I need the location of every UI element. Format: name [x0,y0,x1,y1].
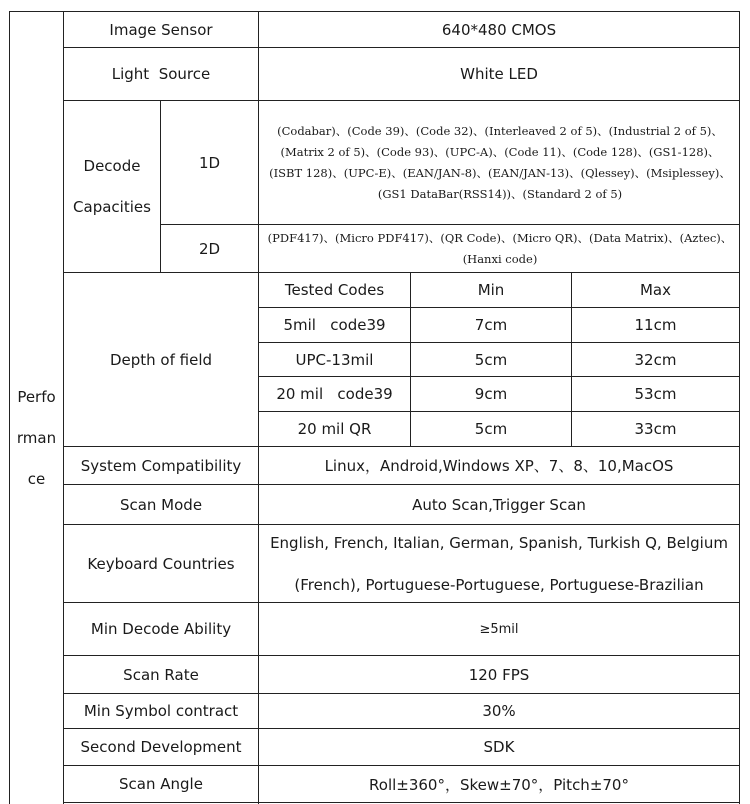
dof-row-1-min: 7cm [474,316,508,334]
depth-of-field-label: Depth of field [109,350,213,369]
min-symbol-contract-label: Min Symbol contract [83,702,239,720]
dof-row-3-max: 53cm [634,385,677,403]
dof-row-1-code: 5mil code39 [283,316,386,334]
keyboard-countries-value: English, French, Italian, German, Spanish, Turkish Q, Belgium (French), Portuguese-Portuguese, Portuguese-Brazilian [270,533,728,594]
dof-row-4-max: 33cm [634,420,677,438]
scan-angle-value: Roll±360°，Skew±70°，Pitch±70° [369,775,629,794]
decode-label [64,101,160,272]
dof-header-tested-codes: Tested Codes [284,281,385,299]
decode-label-line-2: Capacities [73,197,151,216]
decode-1d-label: 1D [198,153,221,172]
dof-row-2-code: UPC-13mil [295,350,374,369]
dof-header-max: Max [639,281,671,299]
dof-row-2-min: 5cm [474,350,508,369]
section-label-line-3: ce [27,469,46,488]
section-label [10,380,63,496]
decode-2d-value: (PDF417)、(Micro PDF417)、(QR Code)、(Micro QR)、(Data Matrix)、(Aztec)、(Hanxi code) [267,230,733,266]
dof-row-3-code: 20 mil code39 [276,385,393,403]
image-sensor-value: 640*480 CMOS [441,20,557,39]
section-label-line-1: Perfo [17,387,56,406]
decode-2d-label: 2D [198,239,221,258]
min-decode-ability-value: ≥5mil [479,621,519,637]
light-source-value: White LED [460,65,538,83]
system-compatibility-label: System Compatibility [80,456,242,475]
light-source-label: Light Source [111,65,211,83]
min-decode-ability-label: Min Decode Ability [90,620,232,638]
dof-row-1-max: 11cm [634,316,677,334]
scan-rate-label: Scan Rate [123,665,199,684]
second-development-label: Second Development [80,738,242,756]
second-development-value: SDK [483,738,515,756]
dof-row-4-min: 5cm [474,420,508,438]
scan-mode-label: Scan Mode [119,495,203,514]
dof-row-3-min: 9cm [474,385,508,403]
scan-rate-value: 120 FPS [468,665,530,684]
scan-angle-label: Scan Angle [119,775,203,793]
keyboard-countries-label: Keyboard Countries [87,554,235,573]
system-compatibility-value: Linux，Android,Windows XP、7、8、10,MacOS [324,457,674,475]
section-label-line-2: rman [16,428,57,447]
min-symbol-contract-value: 30% [482,702,516,720]
dof-header-min: Min [477,281,505,299]
dof-row-2-max: 32cm [634,350,677,369]
scan-mode-value: Auto Scan,Trigger Scan [412,495,586,514]
decode-label-line-1: Decode [83,156,141,175]
image-sensor-label: Image Sensor [109,20,213,39]
dof-row-4-code: 20 mil QR [297,420,372,438]
decode-1d-value: (Codabar)、(Code 39)、(Code 32)、(Interleaved 2 of 5)、(Industrial 2 of 5)、(Matrix 2 of 5)、(Code 93)、(UPC-A)、(Code 11)、(Code 128)、(GS1-128)、(ISBT 128)、(UPC-E)、(EAN/JAN-8)、(EAN/JAN-13)、(Qlessey)、(Msiplessey)、(GS1 DataBar(RSS14))、(Standard 2 of 5) [269,123,731,201]
